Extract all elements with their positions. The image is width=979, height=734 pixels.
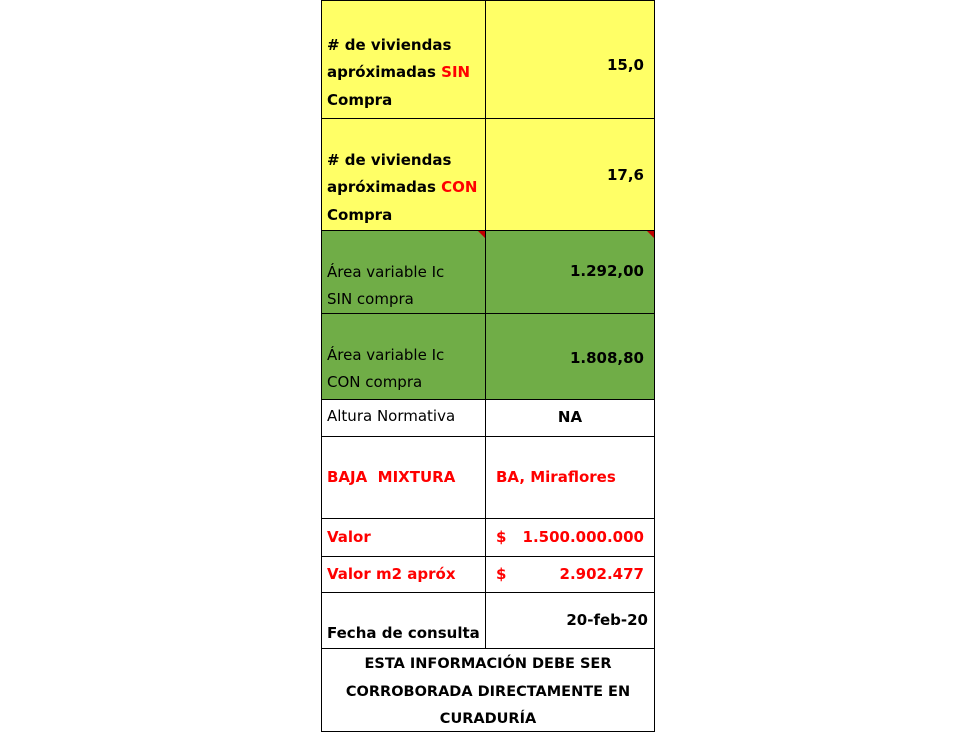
- comment-indicator-icon[interactable]: [647, 231, 654, 238]
- label-line: apróximadas: [327, 63, 442, 81]
- cell-label: [327, 593, 480, 648]
- cell-value: 17,6: [606, 166, 644, 184]
- label-cell[interactable]: [321, 0, 485, 118]
- label-line: # de viviendas: [327, 150, 452, 169]
- cell-label: BAJA MIXTURA: [327, 468, 456, 486]
- label-cell[interactable]: [321, 118, 485, 230]
- comment-indicator-icon[interactable]: [478, 231, 485, 238]
- cell-value: BA, Miraflores: [496, 468, 616, 486]
- cell-label: [327, 314, 444, 399]
- label-cell[interactable]: [321, 518, 485, 556]
- label-highlight: CON: [441, 178, 478, 196]
- label-highlight: SIN: [441, 63, 471, 81]
- table-row-viviendas-sin: [321, 0, 655, 118]
- label-line: # de viviendas: [327, 35, 452, 54]
- label-cell[interactable]: [321, 556, 485, 592]
- notice-cell[interactable]: [321, 648, 655, 732]
- cell-label: Altura Normativa: [327, 407, 456, 425]
- label-line: CON compra: [327, 373, 423, 391]
- notice-text: [322, 651, 654, 732]
- table-row-fecha: [321, 592, 655, 648]
- label-cell[interactable]: [321, 592, 485, 648]
- value-cell[interactable]: [485, 592, 655, 648]
- currency-symbol: $: [496, 528, 507, 546]
- cell-value: 1.292,00: [569, 262, 644, 280]
- table-row-valor-m2: [321, 556, 655, 592]
- label-cell[interactable]: [321, 436, 485, 518]
- label-line: Compra: [327, 90, 393, 109]
- table-row-altura: [321, 399, 655, 436]
- cell-label: [327, 4, 470, 118]
- table-row-area-sin: [321, 230, 655, 313]
- label-line: apróximadas: [327, 178, 442, 196]
- cell-label: [327, 231, 444, 313]
- notice-line: CORROBORADA DIRECTAMENTE EN: [345, 683, 631, 700]
- label-line: Área variable Ic: [327, 345, 445, 364]
- cell-label: Valor: [327, 528, 371, 546]
- label-line: Fecha de consulta: [327, 624, 480, 642]
- table-row-valor: [321, 518, 655, 556]
- cell-value: 20-feb-20: [566, 611, 648, 629]
- cell-value: 15,0: [606, 56, 644, 74]
- spreadsheet-table: [321, 0, 655, 732]
- value-cell[interactable]: [485, 556, 655, 592]
- label-cell[interactable]: [321, 230, 485, 313]
- label-line: Compra: [327, 205, 393, 224]
- table-row-area-con: [321, 313, 655, 399]
- label-cell[interactable]: [321, 313, 485, 399]
- label-line: Área variable Ic: [327, 262, 445, 281]
- table-row-mixtura: [321, 436, 655, 518]
- value-cell[interactable]: [485, 313, 655, 399]
- cell-label: [327, 119, 477, 230]
- value-cell[interactable]: [485, 230, 655, 313]
- notice-line: CURADURÍA: [439, 711, 537, 727]
- value-cell[interactable]: [485, 0, 655, 118]
- value-cell[interactable]: [485, 118, 655, 230]
- value-cell[interactable]: [485, 399, 655, 436]
- cell-value: 1.808,80: [569, 349, 644, 367]
- label-line: SIN compra: [327, 290, 414, 308]
- table-row-viviendas-con: [321, 118, 655, 230]
- cell-label: Valor m2 apróx: [327, 565, 456, 583]
- cell-value: NA: [557, 408, 583, 426]
- notice-line: ESTA INFORMACIÓN DEBE SER: [364, 656, 612, 672]
- value-cell[interactable]: [485, 518, 655, 556]
- table-row-notice: [321, 648, 655, 732]
- value-cell[interactable]: [485, 436, 655, 518]
- label-cell[interactable]: [321, 399, 485, 436]
- cell-value: 1.500.000.000: [522, 528, 644, 546]
- currency-symbol: $: [496, 565, 507, 583]
- cell-value: 2.902.477: [559, 565, 644, 583]
